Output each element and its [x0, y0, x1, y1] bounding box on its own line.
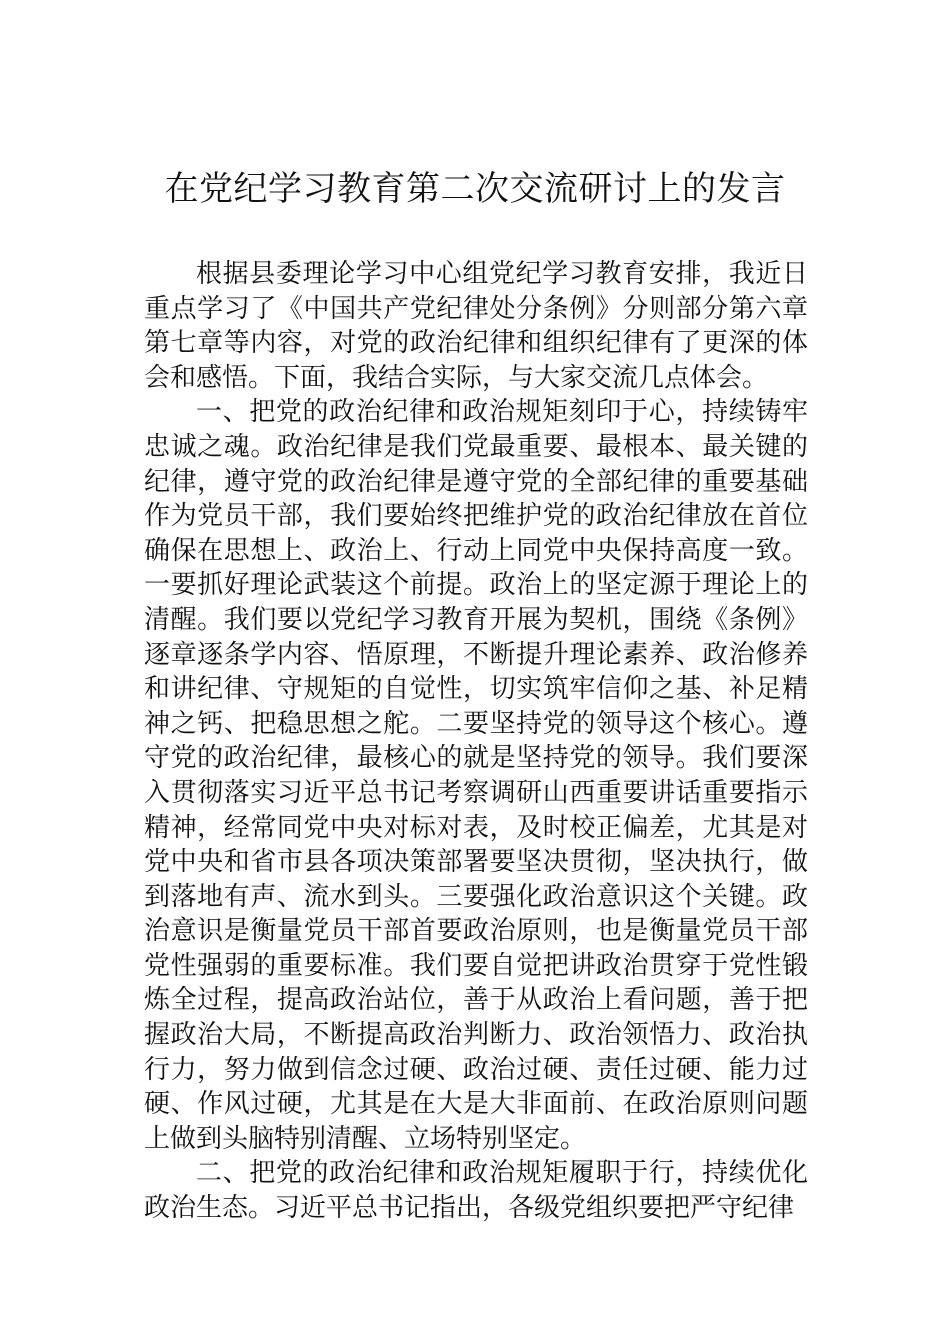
- document-title: 在党纪学习教育第二次交流研讨上的发言: [164, 169, 786, 209]
- document-body: [144, 257, 808, 1226]
- paragraph-section-one: 一、把党的政治纪律和政治规矩刻印于心，持续铸牢忠诚之魂。政治纪律是我们党最重要、最根本、最关键的纪律，遵守党的政治纪律是遵守党的全部纪律的重要基础作为党员干部，我们要始终把维护党的政治纪律放在首位确保在思想上、政治上、行动上同党中央保持高度一致。一要抓好理论武装这个前提。政治上的坚定源于理论上的清醒。我们要以党纪学习教育开展为契机，围绕《条例》逐章逐条学内容、悟原理，不断提升理论素养、政治修养和讲纪律、守规矩的自觉性，切实筑牢信仰之基、补足精神之钙、把稳思想之舵。二要坚持党的领导这个核心。遵守党的政治纪律，最核心的就是坚持党的领导。我们要深入贯彻落实习近平总书记考察调研山西重要讲话重要指示精神，经常同党中央对标对表，及时校正偏差，尤其是对党中央和省市县各项决策部署要坚决贯彻，坚决执行，做到落地有声、流水到头。三要强化政治意识这个关键。政治意识是衡量党员干部首要政治原则，也是衡量党员干部党性强弱的重要标准。我们要自觉把讲政治贯穿于党性锻炼全过程，提高政治站位，善于从政治上看问题，善于把握政治大局，不断提高政治判断力、政治领悟力、政治执行力，努力做到信念过硬、政治过硬、责任过硬、能力过硬、作风过硬，尤其是在大是大非面前、在政治原则问题上做到头脑特别清醒、立场特别坚定。: [144, 397, 808, 1154]
- paragraph-intro: 根据县委理论学习中心组党纪学习教育安排，我近日重点学习了《中国共产党纪律处分条例》分则部分第六章第七章等内容，对党的政治纪律和组织纪律有了更深的体会和感悟。下面，我结合实际，与大家交流几点体会。: [144, 259, 808, 393]
- paragraph-section-two: 二、把党的政治纪律和政治规矩履职于行，持续优化政治生态。习近平总书记指出，各级党组织要把严守纪律: [144, 1158, 808, 1224]
